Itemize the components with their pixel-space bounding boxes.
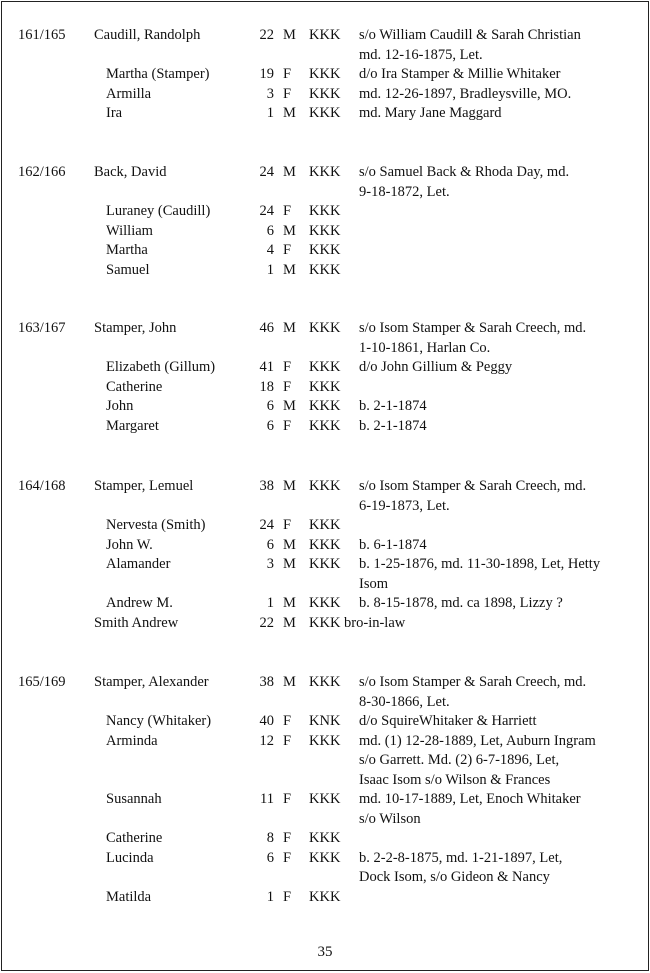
census-row: [2, 163, 648, 183]
census-row: [2, 261, 648, 281]
census-row: [2, 397, 648, 417]
census-row: [2, 46, 648, 66]
person-note: s/o Isom Stamper & Sarah Creech, md.: [359, 674, 587, 690]
person-note: md. 10-17-1889, Let, Enoch Whitaker: [359, 791, 581, 807]
census-row: [2, 693, 648, 713]
person-sex: F: [283, 791, 292, 807]
person-note: s/o William Caudill & Sarah Christian: [359, 27, 581, 43]
person-name: John: [106, 398, 134, 414]
person-sex: M: [283, 398, 296, 414]
person-name: William: [106, 222, 153, 239]
person-age: 4: [266, 242, 274, 258]
census-row: [2, 378, 648, 398]
person-age: 6: [266, 849, 274, 866]
birth-code: KKK: [309, 536, 341, 553]
person-sex: F: [283, 203, 292, 219]
person-name: Stamper, John: [94, 320, 177, 336]
person-note: s/o Isom Stamper & Sarah Creech, md.: [359, 478, 587, 494]
person-age: 3: [266, 85, 274, 102]
person-sex: F: [283, 359, 292, 375]
census-row: [2, 614, 648, 634]
family-block: [2, 477, 648, 633]
person-sex: M: [283, 614, 296, 631]
census-row: [2, 594, 648, 614]
person-age: 6: [266, 536, 274, 553]
census-row: [2, 183, 648, 203]
person-note: md. 12-16-1875, Let.: [359, 46, 483, 63]
census-row: [2, 417, 648, 437]
birth-code: KKK: [309, 791, 341, 807]
person-sex: M: [283, 674, 296, 690]
birth-code: KKK: [309, 556, 341, 572]
person-name: Catherine: [106, 378, 163, 395]
person-sex: F: [283, 417, 292, 434]
person-age: 38: [259, 478, 274, 494]
person-sex: F: [283, 849, 292, 866]
person-name: Back, David: [94, 164, 167, 180]
person-age: 24: [259, 164, 274, 180]
person-name: Stamper, Lemuel: [94, 478, 194, 494]
birth-code: KKK: [309, 222, 341, 239]
census-row: [2, 358, 648, 378]
person-name: Andrew M.: [106, 595, 173, 611]
census-row: [2, 477, 648, 497]
person-age: 41: [259, 359, 274, 375]
person-note: 1-10-1861, Harlan Co.: [359, 339, 491, 356]
family-block: [2, 163, 648, 280]
dwelling-number: 161/165: [18, 27, 66, 43]
person-age: 1: [266, 595, 274, 611]
person-name: Stamper, Alexander: [94, 674, 209, 690]
person-age: 1: [266, 261, 274, 278]
birth-code: KKK: [309, 830, 341, 846]
person-name: Nervesta (Smith): [106, 517, 206, 533]
person-age: 46: [259, 320, 274, 336]
birth-code: KKK: [309, 359, 341, 375]
person-sex: F: [283, 830, 292, 846]
birth-code: KKK: [309, 105, 341, 121]
person-sex: F: [283, 517, 292, 533]
person-name: Martha: [106, 242, 148, 258]
census-row: [2, 810, 648, 830]
person-sex: F: [283, 378, 292, 395]
person-note: d/o SquireWhitaker & Harriett: [359, 713, 537, 729]
census-row: [2, 732, 648, 752]
birth-code: KKK: [309, 478, 341, 494]
birth-code: KKK: [309, 849, 341, 866]
census-row: [2, 85, 648, 105]
person-name: Samuel: [106, 261, 150, 278]
person-note: 6-19-1873, Let.: [359, 497, 450, 514]
birth-code: KKK: [309, 242, 341, 258]
birth-code: KKK: [309, 674, 341, 690]
census-row: [2, 241, 648, 261]
person-sex: M: [283, 478, 296, 494]
birth-code: KKK: [309, 164, 341, 180]
census-row: [2, 339, 648, 359]
person-note: b. 2-1-1874: [359, 398, 427, 414]
person-age: 6: [266, 398, 274, 414]
person-sex: M: [283, 105, 296, 121]
person-name: Luraney (Caudill): [106, 203, 211, 219]
person-name: Lucinda: [106, 849, 154, 866]
person-note: 9-18-1872, Let.: [359, 183, 450, 200]
person-age: 1: [266, 888, 274, 905]
person-sex: M: [283, 556, 296, 572]
person-age: 6: [266, 417, 274, 434]
census-row: [2, 497, 648, 517]
person-age: 19: [259, 66, 274, 82]
birth-code: KKK: [309, 595, 341, 611]
census-row: [2, 104, 648, 124]
census-row: [2, 222, 648, 242]
person-age: 11: [260, 791, 274, 807]
person-sex: F: [283, 713, 292, 729]
person-age: 18: [259, 378, 274, 395]
person-note: Isaac Isom s/o Wilson & Frances: [359, 771, 551, 788]
birth-code: KKK: [309, 27, 341, 43]
person-sex: M: [283, 164, 296, 180]
person-name: Matilda: [106, 888, 152, 905]
birth-code: KKK: [309, 888, 341, 905]
person-note: d/o John Gillium & Peggy: [359, 359, 513, 375]
person-note: s/o Wilson: [359, 810, 421, 827]
birth-code: KKK: [309, 378, 341, 395]
census-row: [2, 319, 648, 339]
person-name: Smith Andrew: [94, 614, 179, 631]
person-age: 38: [259, 674, 274, 690]
person-note: Dock Isom, s/o Gideon & Nancy: [359, 869, 550, 885]
census-row: [2, 888, 648, 908]
person-note: b. 1-25-1876, md. 11-30-1898, Let, Hetty: [359, 556, 601, 572]
birth-code: KKK: [309, 85, 341, 102]
census-row: [2, 712, 648, 732]
person-name: Ira: [106, 105, 123, 121]
person-name: Susannah: [106, 791, 162, 807]
person-age: 6: [266, 222, 274, 239]
birth-code: KKK: [309, 203, 341, 219]
person-name: Armilla: [106, 85, 152, 102]
person-name: Catherine: [106, 830, 163, 846]
person-note: md. (1) 12-28-1889, Let, Auburn Ingram: [359, 732, 596, 749]
family-block: [2, 319, 648, 436]
person-note: b. 6-1-1874: [359, 536, 427, 553]
person-note: md. Mary Jane Maggard: [359, 105, 502, 121]
person-age: 40: [259, 713, 274, 729]
person-note: Isom: [359, 575, 388, 592]
person-note: b. 8-15-1878, md. ca 1898, Lizzy ?: [359, 595, 563, 611]
person-name: Margaret: [106, 417, 159, 434]
person-note: s/o Samuel Back & Rhoda Day, md.: [359, 164, 570, 180]
person-name: Martha (Stamper): [106, 66, 210, 82]
person-age: 24: [259, 203, 274, 219]
person-sex: M: [283, 222, 296, 239]
dwelling-number: 163/167: [18, 320, 66, 336]
birth-code: KKK: [309, 517, 341, 533]
person-note: md. 12-26-1897, Bradleysville, MO.: [359, 85, 572, 102]
census-page: [1, 1, 649, 971]
dwelling-number: 162/166: [18, 164, 66, 180]
person-note: d/o Ira Stamper & Millie Whitaker: [359, 66, 561, 82]
person-name: Elizabeth (Gillum): [106, 359, 216, 375]
birth-code: KKK: [309, 320, 341, 336]
person-age: 12: [259, 732, 274, 749]
census-row: [2, 790, 648, 810]
census-row: [2, 555, 648, 575]
person-note: s/o Garrett. Md. (2) 6-7-1896, Let,: [359, 752, 560, 768]
person-sex: F: [283, 732, 292, 749]
birth-code: KKK: [309, 732, 341, 749]
person-sex: M: [283, 27, 296, 43]
page-number: 35: [317, 944, 333, 960]
person-sex: F: [283, 888, 292, 905]
person-name: Caudill, Randolph: [94, 27, 201, 43]
person-age: 1: [266, 105, 274, 121]
birth-code: KKK: [309, 398, 341, 414]
person-age: 24: [259, 517, 274, 533]
person-name: John W.: [106, 536, 153, 553]
person-age: 8: [266, 830, 274, 846]
census-row: [2, 202, 648, 222]
birth-code: KKK bro-in-law: [309, 614, 406, 631]
birth-code: KNK: [309, 713, 341, 729]
dwelling-number: 165/169: [18, 674, 66, 690]
census-row: [2, 26, 648, 46]
person-note: 8-30-1866, Let.: [359, 693, 450, 710]
person-sex: F: [283, 66, 292, 82]
person-note: b. 2-1-1874: [359, 417, 427, 434]
census-row: [2, 575, 648, 595]
person-name: Nancy (Whitaker): [106, 713, 212, 729]
birth-code: KKK: [309, 417, 341, 434]
family-block: [2, 673, 648, 907]
census-row: [2, 536, 648, 556]
census-row: [2, 673, 648, 693]
person-age: 22: [259, 27, 274, 43]
person-note: b. 2-2-8-1875, md. 1-21-1897, Let,: [359, 849, 563, 866]
person-note: s/o Isom Stamper & Sarah Creech, md.: [359, 320, 587, 336]
person-sex: M: [283, 320, 296, 336]
person-name: Arminda: [106, 732, 158, 749]
person-sex: F: [283, 242, 292, 258]
person-sex: M: [283, 261, 296, 278]
person-sex: M: [283, 595, 296, 611]
census-row: [2, 849, 648, 869]
birth-code: KKK: [309, 66, 341, 82]
dwelling-number: 164/168: [18, 478, 66, 494]
census-row: [2, 868, 648, 888]
person-name: Alamander: [106, 556, 171, 572]
census-row: [2, 516, 648, 536]
person-sex: M: [283, 536, 296, 553]
person-age: 22: [259, 614, 274, 631]
census-row: [2, 65, 648, 85]
census-row: [2, 829, 648, 849]
person-sex: F: [283, 85, 292, 102]
birth-code: KKK: [309, 261, 341, 278]
person-age: 3: [266, 556, 274, 572]
census-row: [2, 771, 648, 791]
family-block: [2, 26, 648, 124]
census-row: [2, 751, 648, 771]
